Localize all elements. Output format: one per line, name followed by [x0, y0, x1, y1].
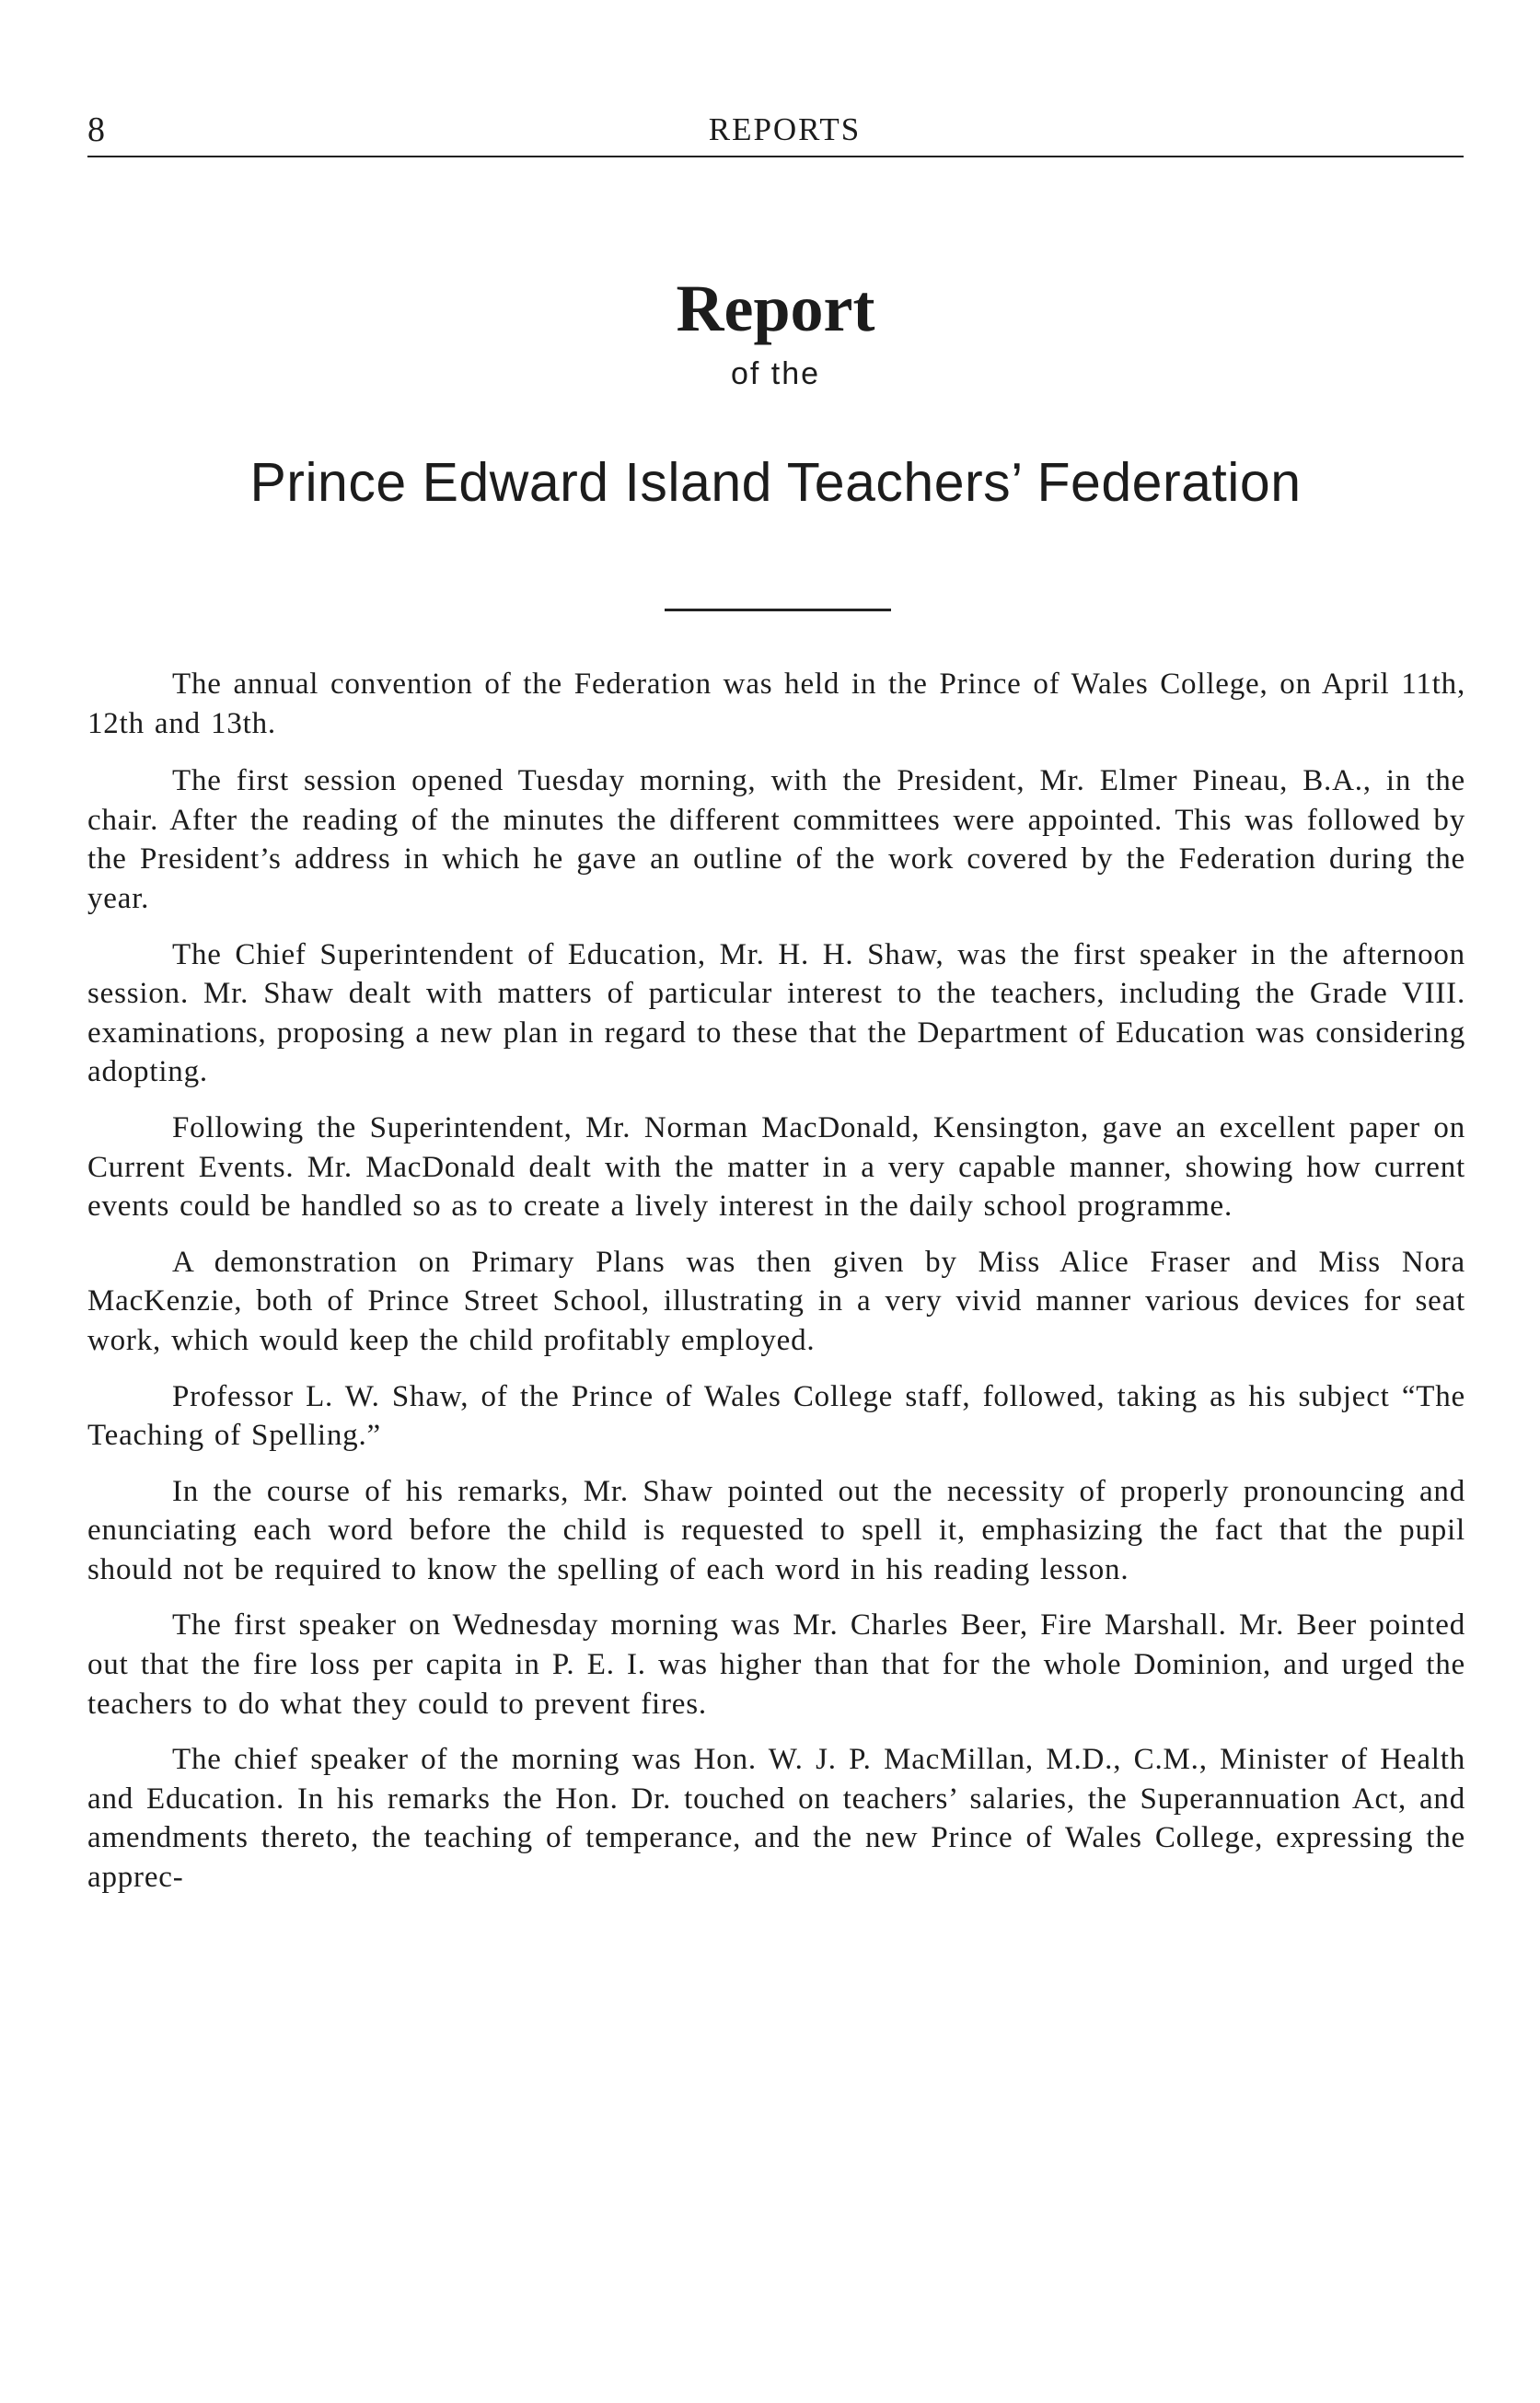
- paragraph-first-session: The first session opened Tuesday morning, with the President, Mr. Elmer Pineau, B.A., in the chair. After the reading of the minutes the different committees were appointed. This was followed by the President’s address in which he gave an outline of the work covered by the Federation during the year.: [87, 764, 1465, 915]
- paragraph-current-events: Following the Superintendent, Mr. Norman MacDonald, Kensington, gave an excellent paper on Current Events. Mr. MacDonald dealt with the matter in a very capable manner, showing how current events could be handled so as to create a lively interest in the daily school programme.: [87, 1110, 1465, 1224]
- page-header: [87, 109, 1464, 155]
- paragraph-spelling-subject: Professor L. W. Shaw, of the Prince of Wales College staff, followed, taking as his subject “The Teaching of Spelling.”: [87, 1379, 1465, 1453]
- page-number: 8: [87, 110, 105, 149]
- paragraph-primary-plans: A demonstration on Primary Plans was then given by Miss Alice Fraser and Miss Nora MacKenzie, both of Prince Street School, illustrating in a very vivid manner various devices for seat work, which would keep the child profitably employed.: [87, 1245, 1465, 1357]
- paragraph-convention: The annual convention of the Federation was held in the Prince of Wales College, on April 11th, 12th and 13th.: [87, 668, 1465, 740]
- running-head: REPORTS: [708, 111, 862, 147]
- paragraph-spelling-remarks: In the course of his remarks, Mr. Shaw pointed out the necessity of properly pronouncing and enunciating each word before the child is requested to spell it, emphasizing the fact that the pupil should not be required to know the spelling of each word in his reading lesson.: [87, 1474, 1465, 1586]
- title-connector: of the: [730, 356, 821, 391]
- report-body: [87, 665, 1465, 1914]
- header-rule: [87, 156, 1464, 157]
- paragraph-minister: The chief speaker of the morning was Hon. W. J. P. MacMillan, M.D., C.M., Minister of Health and Education. In his remarks the Hon. Dr. touched on teachers’ salaries, the Superannuation Act, and amendments thereto, the teaching of temperance, and the new Prince of Wales College, expressing the apprec-: [87, 1743, 1465, 1895]
- organization-title: Prince Edward Island Teachers’ Federation: [249, 452, 1302, 513]
- title-block: [87, 267, 1464, 516]
- report-title: Report: [676, 272, 875, 345]
- paragraph-chief-superintendent: The Chief Superintendent of Education, Mr. H. H. Shaw, was the first speaker in the afternoon session. Mr. Shaw dealt with matters of particular interest to the teachers, including the Grade VIII. examinations, proposing a new plan in regard to these that the Department of Education was considering adopting.: [87, 937, 1465, 1089]
- title-divider: [665, 609, 891, 611]
- paragraph-fire-marshall: The first speaker on Wednesday morning was Mr. Charles Beer, Fire Marshall. Mr. Beer pointed out that the fire loss per capita in P. E. I. was higher than that for the whole Dominion, and urged the teachers to do what they could to prevent fires.: [87, 1608, 1465, 1721]
